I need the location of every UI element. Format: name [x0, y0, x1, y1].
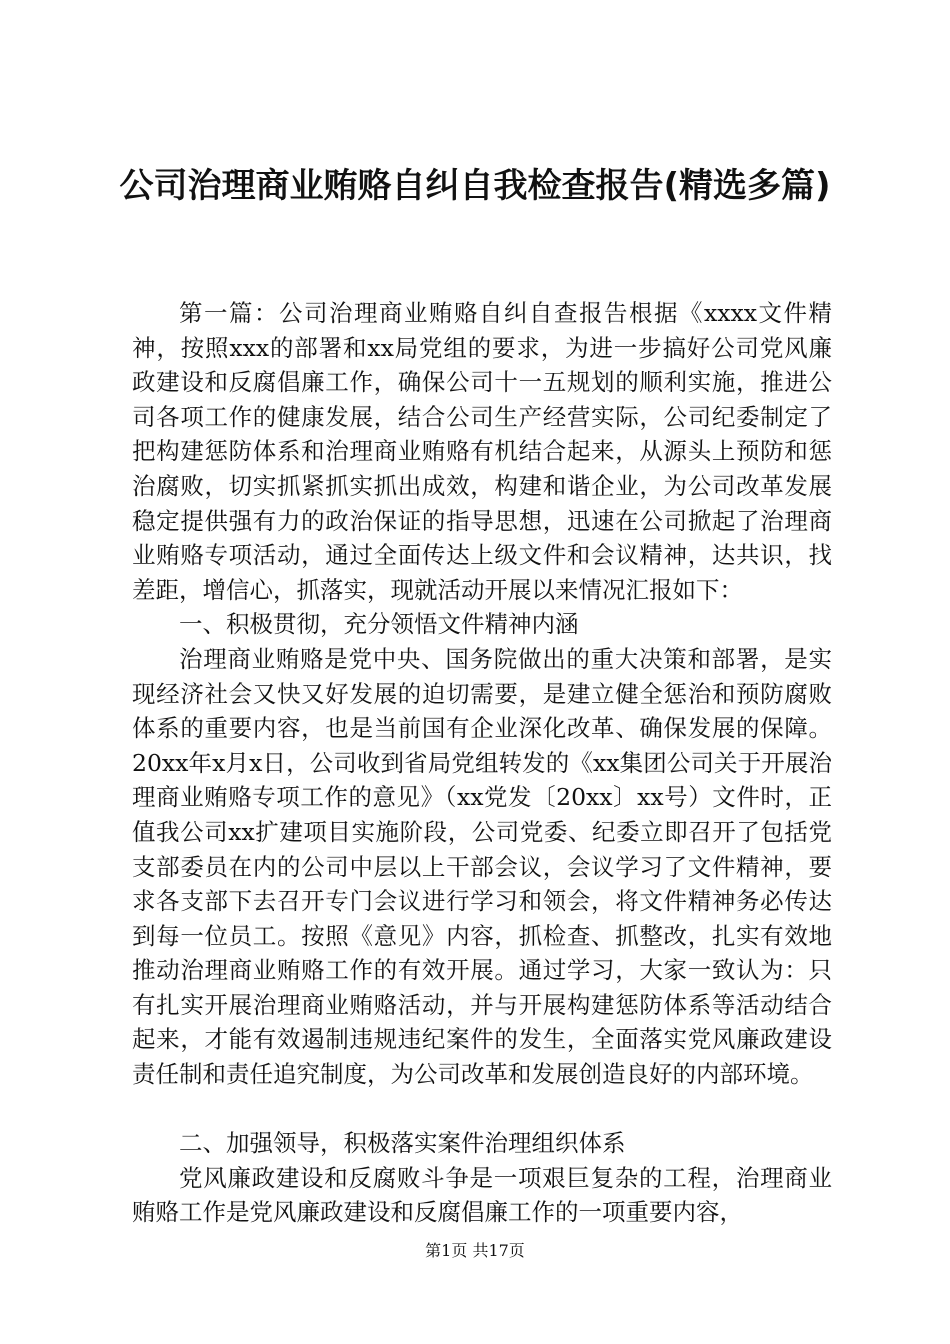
document-title: 公司治理商业贿赂自纠自我检查报告(精选多篇) [119, 166, 831, 206]
section-heading-2: 二、加强领导，积极落实案件治理组织体系 [179, 1129, 626, 1158]
document-body [132, 296, 832, 1230]
paragraph-intro: 第一篇：公司治理商业贿赂自纠自查报告根据《xxxx文件精神，按照xxx的部署和xx局党组的要求，为进一步搞好公司党风廉政建设和反腐倡廉工作，确保公司十一五规划的顺利实施，推进公司各项工作的健康发展，结合公司生产经营实际，公司纪委制定了把构建惩防体系和治理商业贿赂有机结合起来，从源头上预防和惩治腐败，切实抓紧抓实抓出成效，构建和谐企业，为公司改革发展稳定提供强有力的政治保证的指导思想，迅速在公司掀起了治理商业贿赂专项活动，通过全面传达上级文件和会议精神，达共识，找差距，增信心，抓落实，现就活动开展以来情况汇报如下： [132, 299, 832, 604]
section-heading-1: 一、积极贯彻，充分领悟文件精神内涵 [179, 610, 579, 639]
paragraph-gap [132, 1092, 832, 1127]
paragraph-section-2: 党风廉政建设和反腐败斗争是一项艰巨复杂的工程，治理商业贿赂工作是党风廉政建设和反腐倡廉工作的一项重要内容， [132, 1163, 832, 1227]
page-number-footer: 第1页 共17页 [425, 1241, 525, 1260]
paragraph-section-1: 治理商业贿赂是党中央、国务院做出的重大决策和部署，是实现经济社会又快又好发展的迫切需要，是建立健全惩治和预防腐败体系的重要内容，也是当前国有企业深化改革、确保发展的保障。20xx年x月x日，公司收到省局党组转发的《xx集团公司关于开展治理商业贿赂专项工作的意见》（xx党发〔20xx〕xx号）文件时，正值我公司xx扩建项目实施阶段，公司党委、纪委立即召开了包括党支部委员在内的公司中层以上干部会议，会议学习了文件精神，要求各支部下去召开专门会议进行学习和领会，将文件精神务必传达到每一位员工。按照《意见》内容，抓检查、抓整改，扎实有效地推动治理商业贿赂工作的有效开展。通过学习，大家一致认为：只有扎实开展治理商业贿赂活动，并与开展构建惩防体系等活动结合起来，才能有效遏制违规违纪案件的发生，全面落实党风廉政建设责任制和责任追究制度，为公司改革和发展创造良好的内部环境。 [132, 644, 832, 1089]
